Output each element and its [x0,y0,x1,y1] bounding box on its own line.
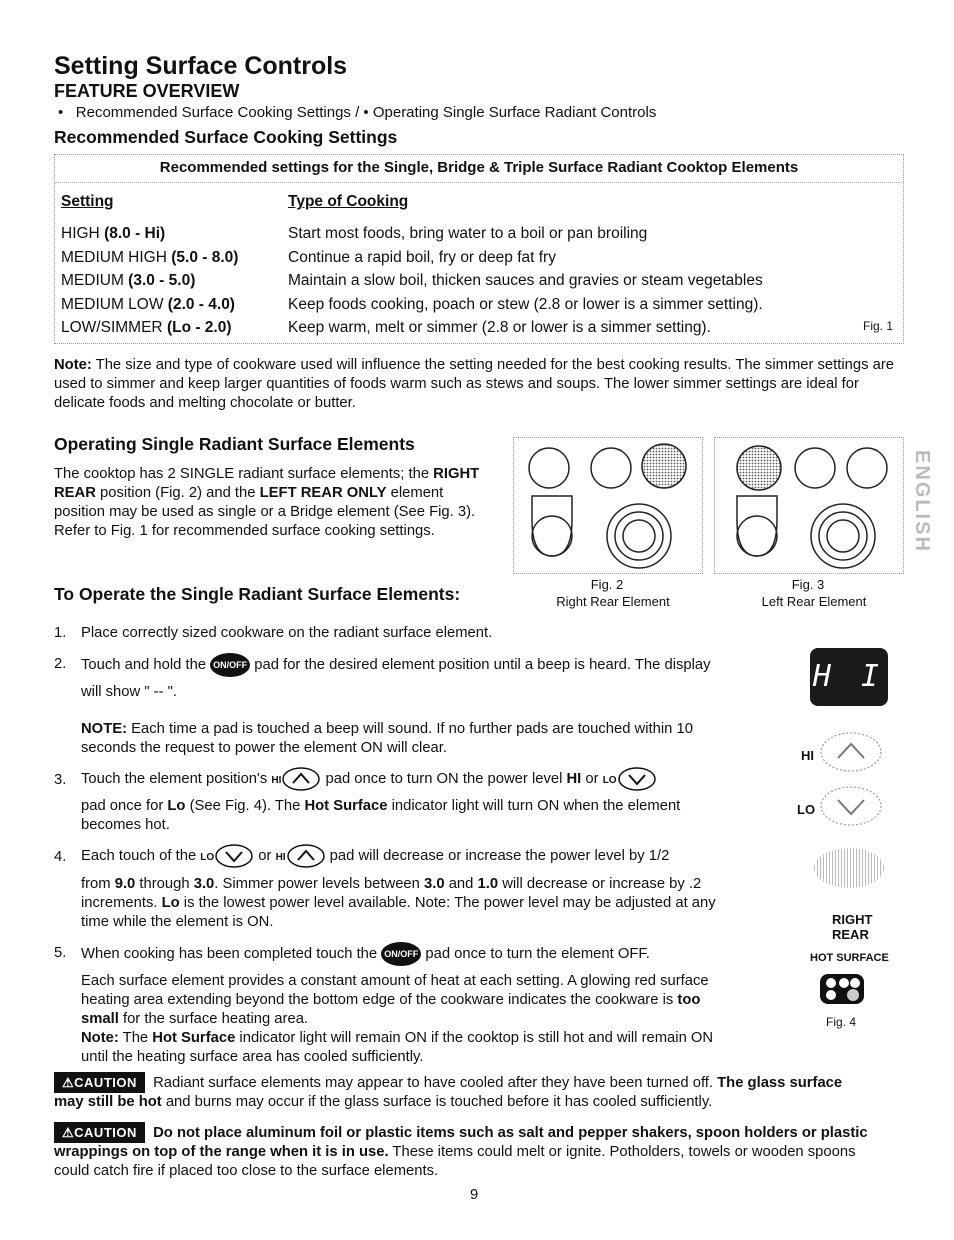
fig4-label: Fig. 4 [826,1015,857,1029]
lo-pad-icon [214,843,254,869]
note-cookware: Note: The size and type of cookware used will influence the setting needed for the best cooking results. The simmer settings are used to simmer and keep larger quantities of foods warm such as stews and soups. The lower simmer settings are ideal for delicate foods and melting chocolate or butter. [54,357,895,411]
fig3-cooktop-diagram [714,437,904,574]
left-rear-element-highlight-icon [737,446,781,490]
right-front-burner-icon [847,448,887,488]
fig4-rear-label: REAR [832,927,869,942]
fig4-hi-pad-icon [818,730,884,774]
step-3-line2: pad once for Lo (See Fig. 4). The Hot Surface indicator light will turn ON when the element becomes hot. [81,798,681,833]
hot-surface-indicator-icon [818,972,866,1006]
recommended-table [54,154,904,344]
recommended-heading: Recommended Surface Cooking Settings [54,127,398,147]
step-number: 1. [54,625,67,641]
triple-element-icon [811,504,875,568]
fig4-right-label: RIGHT [832,912,873,927]
operating-heading: Operating Single Radiant Surface Elements [54,434,415,454]
fig4-lo-pad-icon [818,784,884,828]
table-row: HIGH (8.0 - Hi) [61,225,166,242]
onoff-pad-icon: ON/OFF [381,942,421,966]
fig4-hot-surface-label: HOT SURFACE [810,952,889,964]
col-setting-header: Setting [61,193,114,210]
step-number: 2. [54,656,67,672]
table-cell-desc: Start most foods, bring water to a boil or pan broiling [288,225,648,242]
triple-element-icon [607,504,671,568]
caution-2: ⚠CAUTION Do not place aluminum foil or plastic items such as salt and pepper shakers, spoon holders or plastic wrappings on top of the range when it is in use. These items could melt or ignite. Potholders, towels or wooden spoons could catch fire if placed too close to the surface elements. [54,1122,894,1181]
table-cell-desc: Continue a rapid boil, fry or deep fat fry [288,249,556,266]
bridge-element-icon [737,496,777,556]
display-readout: H I [812,659,886,694]
fig2-label: Fig. 2 [590,577,624,592]
step-2: Touch and hold the ON/OFF pad for the desired element position until a beep is heard. The display will show " -- ". [81,652,731,706]
table-row: MEDIUM LOW (2.0 - 4.0) [61,296,235,313]
caution-badge: ⚠CAUTION [54,1122,145,1143]
operating-paragraph: The cooktop has 2 SINGLE radiant surface elements; the RIGHT REAR position (Fig. 2) and the LEFT REAR ONLY element position may be used as single or a Bridge element (See Fig. 3). Refer to Fig. 1 for recommended surface cooking settings. [54,466,480,539]
right-rear-element-highlight-icon [642,444,686,488]
fig2-cooktop-diagram [513,437,703,574]
lo-pad-icon [617,766,657,792]
hi-pad-icon [281,766,321,792]
feature-overview-bullet: • Recommended Surface Cooking Settings / • Operating Single Surface Radiant Controls [58,104,657,121]
step-3-line1: Touch the element position's HI pad once to turn ON the power level HI or LO [81,766,741,794]
table-title: Recommended settings for the Single, Bridge & Triple Surface Radiant Cooktop Elements [159,159,799,176]
to-operate-heading: To Operate the Single Radiant Surface Elements: [54,584,461,604]
bridge-element-icon [532,496,572,556]
feature-overview-heading: FEATURE OVERVIEW [54,81,240,101]
fig4-hi-label: HI [801,748,814,763]
col-type-header: Type of Cooking [288,193,409,210]
step-1: Place correctly sized cookware on the radiant surface element. [81,625,493,641]
step-5: When cooking has been completed touch the ON/OFF pad once to turn the element OFF. [81,941,731,967]
fig3-caption: Left Rear Element [761,594,867,609]
center-burner-icon [591,448,631,488]
page-number: 9 [470,1187,479,1203]
fig1-label: Fig. 1 [863,319,894,333]
table-row: LOW/SIMMER (Lo - 2.0) [61,319,232,336]
hot-surface-note: Note: The Hot Surface indicator light will remain ON if the cooktop is still hot and will remain ON until the heating surface area has cooled sufficiently. [81,1030,714,1065]
page-title: Setting Surface Controls [54,52,348,80]
fig2-caption: Right Rear Element [556,594,670,609]
fig4-onoff-pad-icon [814,848,884,888]
table-cell-desc: Maintain a slow boil, thicken sauces and gravies or steam vegetables [288,272,763,289]
step-number: 5. [54,945,67,961]
side-language-tab: ENGLISH [911,450,933,553]
caution-1: ⚠CAUTION Radiant surface elements may appear to have cooled after they have been turned off. The glass surface may still be hot and burns may occur if the glass surface is touched before it has cooled sufficiently. [54,1072,874,1112]
fig4-lo-label: LO [797,802,816,817]
hi-pad-icon [286,843,326,869]
caution-badge: ⚠CAUTION [54,1072,145,1093]
glow-paragraph: Each surface element provides a constant amount of heat at each setting. A glowing red surface heating area extending beyond the bottom edge of the cookware indicates the cookware is too small for the surface heating area. [81,973,709,1027]
table-cell-desc: Keep foods cooking, poach or stew (2.8 or lower is a simmer setting). [288,296,763,313]
step-4-line1: Each touch of the LO or HI pad will decrease or increase the power level by 1/2 [81,843,761,871]
table-cell-desc: Keep warm, melt or simmer (2.8 or lower is a simmer setting). [288,319,711,336]
step-2-note: NOTE: Each time a pad is touched a beep will sound. If no further pads are touched within 10 seconds the request to power the element ON will clear. [81,721,693,756]
onoff-pad-icon: ON/OFF [210,653,250,677]
fig3-label: Fig. 3 [791,577,825,592]
center-burner-icon [795,448,835,488]
fig3-svg [715,438,903,573]
table-row: MEDIUM (3.0 - 5.0) [61,272,196,289]
step-number: 4. [54,849,67,865]
table-row: MEDIUM HIGH (5.0 - 8.0) [61,249,239,266]
step-4-line2: from 9.0 through 3.0. Simmer power levels between 3.0 and 1.0 will decrease or increase by .2 increments. Lo is the lowest power level available. Note: The power level may be adjusted at any time while the element is ON. [81,876,716,930]
fig2-svg [514,438,702,573]
fig4-display [810,648,888,706]
step-number: 3. [54,772,67,788]
left-front-burner-icon [529,448,569,488]
